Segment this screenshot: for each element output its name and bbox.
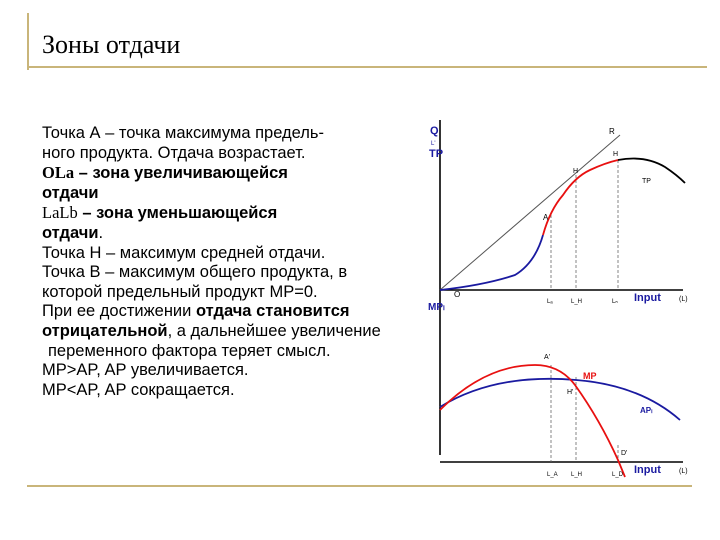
emphasis: отдача становится <box>195 302 350 321</box>
origin-label: O <box>454 290 461 299</box>
point-a-prime-label: A' <box>544 354 551 361</box>
point-h-label: H <box>573 168 579 175</box>
text-line <box>42 322 437 342</box>
point-h-prime-label: H' <box>567 389 574 396</box>
tp-curve-middle <box>543 160 618 235</box>
ray-or <box>440 135 620 290</box>
tp-curve-label: TP <box>642 178 651 185</box>
top-x-label: Input <box>634 292 661 304</box>
zone-description: отдачи <box>42 223 99 242</box>
text-fragment: При ее достижении <box>42 302 196 321</box>
frame-bottom-rule <box>27 485 692 487</box>
bottom-x-unit: (L) <box>679 468 688 475</box>
text-line <box>42 224 437 244</box>
tick-lb-bottom: L_D <box>612 472 624 478</box>
tp-curve-end <box>618 159 685 183</box>
zone-term: LaLb <box>42 203 78 223</box>
text-line <box>42 184 437 204</box>
point-d-prime-label: D' <box>621 450 628 457</box>
top-x-unit: (L) <box>679 296 688 303</box>
tp-curve-start <box>440 235 543 290</box>
y-label-q: Q <box>430 125 439 137</box>
frame-vertical-rule <box>27 13 29 70</box>
mp-label: MP <box>583 371 597 381</box>
point-b-label: H <box>613 151 619 158</box>
text-line: которой предельный продукт MP=0. <box>42 282 318 301</box>
ray-label: R <box>609 127 615 136</box>
tick-la-top: Lₐ <box>547 299 553 305</box>
zone-description: – зона увеличивающейся <box>74 164 288 183</box>
text-line: Точка B – максимум общего продукта, в <box>42 263 348 282</box>
tick-lb-top: Lₙ <box>612 299 618 305</box>
text-line <box>42 203 437 224</box>
emphasis: отрицательной <box>42 321 168 340</box>
bottom-y-label: MPₗ <box>428 302 445 313</box>
zone-term: OLa <box>42 163 75 183</box>
ap-label: APₗ <box>640 406 653 415</box>
body-text <box>42 124 437 400</box>
text-line: переменного фактора теряет смысл. <box>48 341 331 360</box>
y-label-l: L' <box>431 141 436 147</box>
text-line <box>42 302 437 322</box>
slide-title: Зоны отдачи <box>42 30 181 59</box>
production-diagram <box>425 115 700 485</box>
text-line: Точка H – максимум средней отдачи. <box>42 243 326 262</box>
zone-description: отдачи <box>42 183 99 202</box>
text-line <box>42 163 437 184</box>
text-line: Точка А – точка максимума предель- <box>42 124 325 142</box>
tick-la-bottom: L_A <box>547 472 558 478</box>
frame-title-rule <box>27 66 707 68</box>
text-line: ного продукта. Отдача возрастает. <box>42 143 306 162</box>
point-a-label: A <box>543 213 549 222</box>
tick-lh-bottom: L_H <box>571 472 583 478</box>
punctuation: . <box>98 223 104 242</box>
y-label-tp: TP <box>429 148 444 160</box>
bottom-x-label: Input <box>634 464 661 476</box>
text-line: MP>AP, AP увеличивается. <box>42 361 249 380</box>
text-line: MP<AP, AP сокращается. <box>42 380 235 399</box>
tick-lh-top: L_H <box>571 299 583 305</box>
zone-description: – зона уменьшающейся <box>77 204 278 223</box>
text-fragment: , а дальнейшее увеличение <box>167 321 381 340</box>
